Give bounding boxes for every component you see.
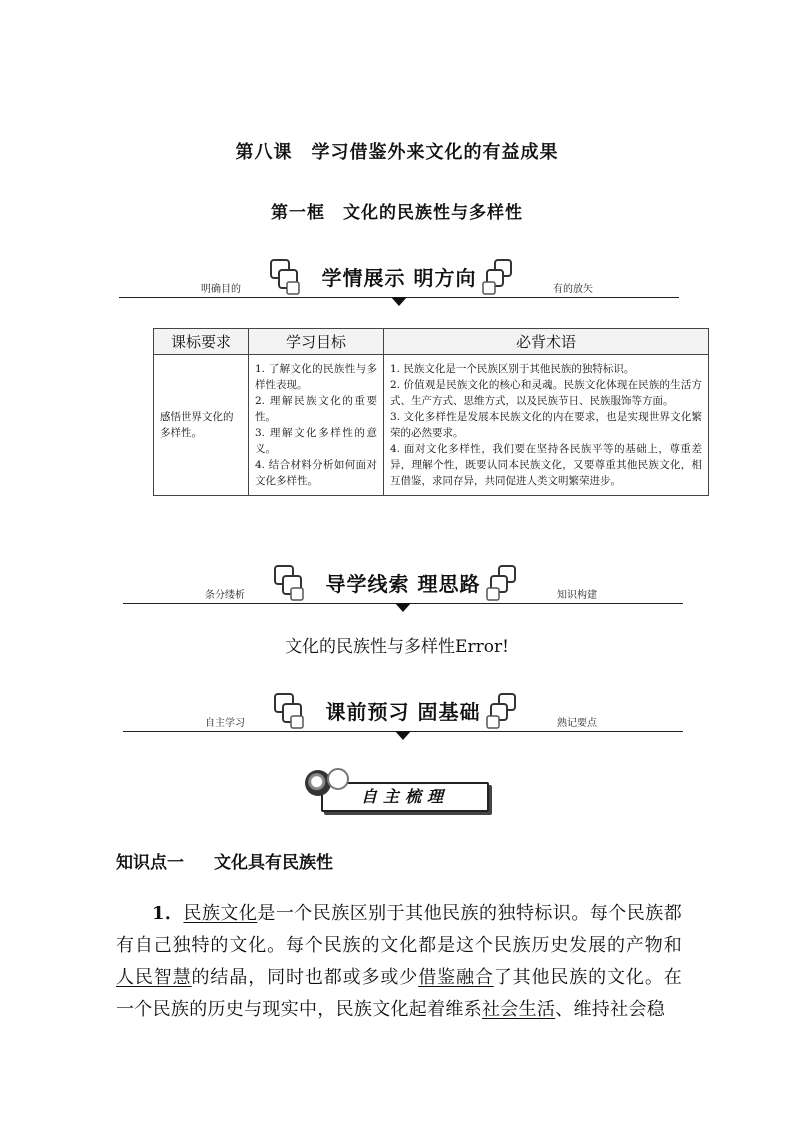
body-paragraph [116,898,682,1026]
table-header: 学习目标 [249,329,384,355]
requirement-cell: 感悟世界文化的多样性。 [154,355,249,496]
objective-item: 3. 理解文化多样性的意义。 [255,427,377,455]
self-study-badge [305,768,487,812]
triangle-marker-icon [395,603,411,612]
banner-left-note: 条分缕析 [205,590,245,601]
term-item: 1. 民族文化是一个民族区别于其他民族的独特标识。 [390,363,635,375]
objective-item: 1. 了解文化的民族性与多样性表现。 [255,363,377,391]
section-banner-2 [123,560,683,612]
banner-title: 导学线索 理思路 [325,572,481,596]
paragraph-text: 是一个民族区别于其他民族的独特标识。每个民族都有自己独特的文化。每个民族的文化都是这个民族历史发展的产物和 [116,903,683,956]
paragraph-text: 的结晶，同时也都或多或少 [191,967,419,988]
table-header-row [154,329,709,355]
guide-flow-line: 文化的民族性与多样性Error! [285,637,509,657]
knowledge-point-heading [116,848,333,873]
underlined-term: 借鉴融合 [418,967,494,988]
table-header: 必背术语 [384,329,709,355]
banner-left-note: 明确目的 [201,284,241,295]
table-header: 课标要求 [154,329,249,355]
frame-title: 第一框 文化的民族性与多样性 [271,203,523,223]
banner-title: 课前预习 固基础 [325,700,481,724]
item-number: 1． [152,903,184,924]
section-banner-1 [119,254,679,306]
banner-right-note: 熟记要点 [557,718,597,729]
banner-right-note: 有的放矢 [553,284,593,295]
underlined-term: 民族文化 [183,903,258,924]
term-item: 3. 文化多样性是发展本民族文化的内在要求，也是实现世界文化繁荣的必然要求。 [390,411,702,439]
objective-item: 4. 结合材料分析如何面对文化多样性。 [255,459,377,487]
badge-label: 自主梳理 [321,782,489,812]
term-item: 4. 面对文化多样性，我们要在坚持各民族平等的基础上，尊重差异，理解个性，既要认同本民族文化，又要尊重其他民族文化，相互借鉴，求同存异，共同促进人类文明繁荣进步。 [390,443,702,487]
banner-right-note: 知识构建 [557,590,597,601]
underlined-term: 社会生活 [482,999,556,1020]
triangle-marker-icon [395,731,411,740]
section-banner-3 [123,688,683,740]
terms-cell [384,355,709,496]
term-item: 2. 价值观是民族文化的核心和灵魂。民族文化体现在民族的生活方式、生产方式、思维方式，以及民族节日、民族服饰等方面。 [390,379,702,407]
small-ring-icon [327,768,349,790]
requirements-table [153,328,709,496]
paragraph-text: 、维持社会稳 [555,999,666,1020]
lesson-title: 第八课 学习借鉴外来文化的有益成果 [235,142,559,163]
objective-item: 2. 理解民族文化的重要性。 [255,395,377,423]
knowledge-point-name: 文化具有民族性 [214,853,333,873]
squares-deco-icon [481,258,515,298]
knowledge-point-number: 知识点一 [116,853,184,873]
objectives-cell [249,355,384,496]
banner-left-note: 自主学习 [205,718,245,729]
squares-deco-icon [485,564,519,604]
underlined-term: 人民智慧 [116,967,192,988]
triangle-marker-icon [391,297,407,306]
banner-title: 学情展示 明方向 [321,266,477,290]
paragraph-text: 了其他民族的文化。在一个民族的历史与现实中，民族文化起着维系 [116,967,683,1020]
squares-deco-icon [485,692,519,732]
table-row [154,355,709,496]
